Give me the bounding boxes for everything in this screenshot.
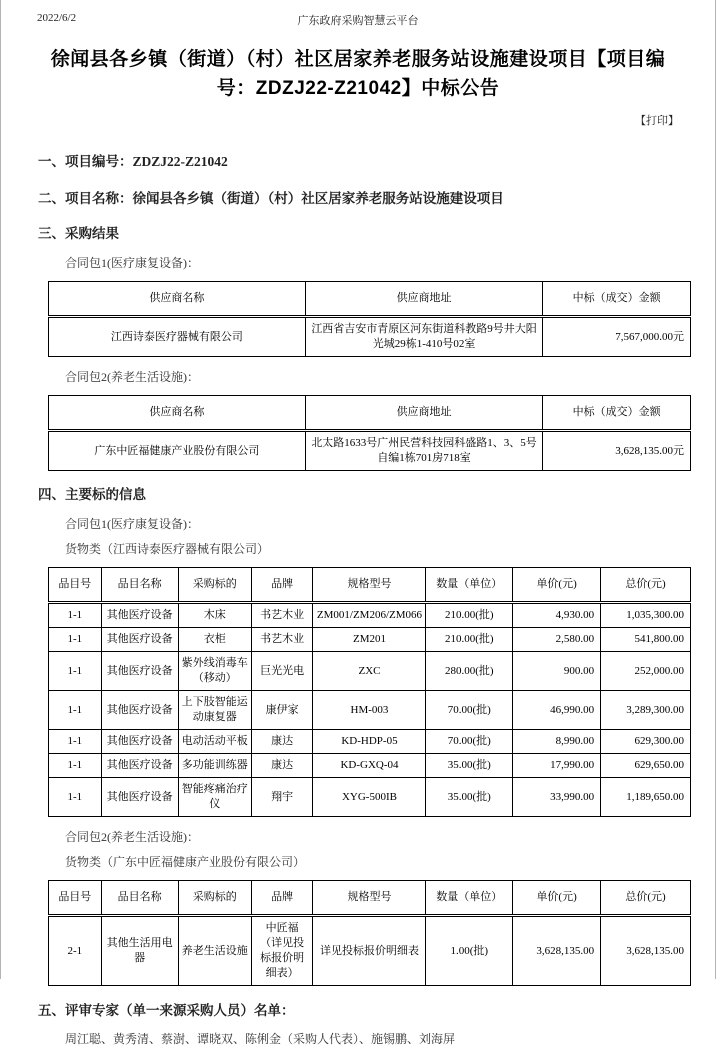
table-cell: 其他医疗设备: [101, 754, 178, 778]
table-cell: 210.00(批): [426, 628, 513, 652]
category-label: 货物类（广东中匠福健康产业股份有限公司）: [65, 855, 306, 869]
header-row: [49, 282, 691, 317]
table-cell: 3,628,135.00元: [543, 431, 691, 471]
table-cell: 上下肢智能运动康复器: [178, 691, 251, 730]
table-cell: 1-1: [49, 603, 102, 628]
table-cell: 1,189,650.00: [601, 778, 691, 817]
column-header: 规格型号: [313, 568, 426, 603]
table-cell: 35.00(批): [426, 754, 513, 778]
table-cell: 1-1: [49, 691, 102, 730]
column-header: 供应商地址: [305, 282, 543, 317]
column-header: 品目号: [49, 568, 102, 603]
table-cell: 7,567,000.00元: [543, 317, 691, 357]
print-date: 2022/6/2: [37, 12, 77, 24]
section-experts-heading: 五、评审专家（单一来源采购人员）名单：: [38, 1003, 295, 1018]
column-header: 采购标的: [178, 881, 251, 916]
table-cell: 541,800.00: [601, 628, 691, 652]
table-cell: 智能疼痛治疗仪: [178, 778, 251, 817]
header-row: [49, 881, 691, 916]
column-header: 供应商名称: [49, 282, 306, 317]
table-cell: 3,628,135.00: [601, 916, 691, 986]
column-header: 供应商名称: [49, 396, 306, 431]
package-label: 合同包1(医疗康复设备)：: [65, 256, 199, 270]
table-cell: 其他医疗设备: [101, 691, 178, 730]
table-cell: 北太路1633号广州民营科技园科盛路1、3、5号自编1栋701房718室: [305, 431, 543, 471]
table-cell: 46,990.00: [513, 691, 601, 730]
table-cell: 252,000.00: [601, 652, 691, 691]
header-row: [49, 396, 691, 431]
column-header: 单价(元): [513, 568, 601, 603]
table-row: [49, 431, 691, 471]
table-cell: 巨光光电: [251, 652, 313, 691]
table-row: [49, 603, 691, 628]
section-main-subject-info: 四、主要标的信息: [38, 487, 146, 502]
table-cell: 书艺木业: [251, 603, 313, 628]
table-cell: 35.00(批): [426, 778, 513, 817]
column-header: 品目号: [49, 881, 102, 916]
table-cell: 康达: [251, 730, 313, 754]
site-name: 广东政府采购智慧云平台: [297, 15, 419, 27]
table-cell: 中匠福（详见投标报价明细表）: [251, 916, 313, 986]
column-header: 规格型号: [313, 881, 426, 916]
table-row: [49, 778, 691, 817]
package-label: 合同包1(医疗康复设备)：: [65, 517, 199, 531]
table-cell: 1-1: [49, 628, 102, 652]
table-cell: ZM201: [313, 628, 426, 652]
table-cell: 其他医疗设备: [101, 628, 178, 652]
section-project-name: 二、项目名称：徐闻县各乡镇（街道）（村）社区居家养老服务站设施建设项目: [38, 191, 504, 206]
table-cell: 629,300.00: [601, 730, 691, 754]
experts-name-list: 周江聪、黄秀清、蔡澍、谭晓双、陈俐金（采购人代表）、施锡鹏、刘海屏: [65, 1032, 456, 1046]
table-cell: ZXC: [313, 652, 426, 691]
print-button-row: [1, 112, 715, 128]
header-row: [49, 568, 691, 603]
table-cell: 1-1: [49, 652, 102, 691]
table-cell: 详见投标报价明细表: [313, 916, 426, 986]
table-row: [49, 916, 691, 986]
table-cell: 其他医疗设备: [101, 730, 178, 754]
table-cell: 多功能训练器: [178, 754, 251, 778]
table-cell: 1-1: [49, 730, 102, 754]
table-cell: 2,580.00: [513, 628, 601, 652]
table-row: [49, 754, 691, 778]
supplier-result-table: [48, 281, 691, 357]
table-cell: 3,289,300.00: [601, 691, 691, 730]
table-cell: 3,628,135.00: [513, 916, 601, 986]
page-title: 徐闻县各乡镇（街道）（村）社区居家养老服务站设施建设项目【项目编号：ZDZJ22-Z21042】中标公告: [50, 49, 666, 99]
section-procurement-result: 三、采购结果: [38, 226, 119, 241]
table-cell: 1,035,300.00: [601, 603, 691, 628]
table-cell: 翔宇: [251, 778, 313, 817]
bid-items-table: [48, 880, 691, 986]
table-cell: 衣柜: [178, 628, 251, 652]
table-cell: 康达: [251, 754, 313, 778]
table-cell: 紫外线消毒车（移动）: [178, 652, 251, 691]
table-cell: 其他医疗设备: [101, 603, 178, 628]
column-header: 数量（单位）: [426, 568, 513, 603]
table-row: [49, 628, 691, 652]
table-cell: 210.00(批): [426, 603, 513, 628]
column-header: 采购标的: [178, 568, 251, 603]
table-cell: 629,650.00: [601, 754, 691, 778]
category-label: 货物类（江西诗泰医疗器械有限公司）: [65, 542, 270, 556]
column-header: 数量（单位）: [426, 881, 513, 916]
table-cell: 33,990.00: [513, 778, 601, 817]
supplier-result-table: [48, 395, 691, 471]
table-cell: 其他医疗设备: [101, 652, 178, 691]
column-header: 单价(元): [513, 881, 601, 916]
table-cell: HM-003: [313, 691, 426, 730]
table-cell: 电动活动平板: [178, 730, 251, 754]
table-cell: 康伊家: [251, 691, 313, 730]
table-cell: 1-1: [49, 778, 102, 817]
table-cell: 江西诗泰医疗器械有限公司: [49, 317, 306, 357]
column-header: 品目名称: [101, 881, 178, 916]
print-button[interactable]: 【打印】: [635, 115, 679, 127]
column-header: 中标（成交）金额: [543, 396, 691, 431]
section-project-number: 一、项目编号：ZDZJ22-Z21042: [38, 154, 228, 169]
table-cell: 书艺木业: [251, 628, 313, 652]
table-cell: 4,930.00: [513, 603, 601, 628]
table-cell: 广东中匠福健康产业股份有限公司: [49, 431, 306, 471]
table-row: [49, 730, 691, 754]
table-cell: 其他医疗设备: [101, 778, 178, 817]
bid-items-table: [48, 567, 691, 817]
column-header: 总价(元): [601, 568, 691, 603]
table-row: [49, 652, 691, 691]
column-header: 品牌: [251, 568, 313, 603]
column-header: 中标（成交）金额: [543, 282, 691, 317]
procurement-result-blocks: [38, 256, 689, 471]
table-cell: XYG-500IB: [313, 778, 426, 817]
column-header: 品目名称: [101, 568, 178, 603]
table-cell: 900.00: [513, 652, 601, 691]
column-header: 总价(元): [601, 881, 691, 916]
table-cell: 280.00(批): [426, 652, 513, 691]
table-cell: 17,990.00: [513, 754, 601, 778]
table-cell: 70.00(批): [426, 691, 513, 730]
table-cell: 70.00(批): [426, 730, 513, 754]
table-cell: 1.00(批): [426, 916, 513, 986]
column-header: 供应商地址: [305, 396, 543, 431]
column-header: 品牌: [251, 881, 313, 916]
table-cell: 1-1: [49, 754, 102, 778]
table-cell: 江西省吉安市青原区河东街道科教路9号井大阳光城29栋1-410号02室: [305, 317, 543, 357]
document-content: [1, 153, 715, 1047]
main-subject-blocks: [38, 517, 689, 986]
table-cell: KD-GXQ-04: [313, 754, 426, 778]
table-cell: KD-HDP-05: [313, 730, 426, 754]
package-label: 合同包2(养老生活设施)：: [65, 830, 199, 844]
browser-print-header: [1, 0, 715, 28]
table-cell: ZM001/ZM206/ZM066: [313, 603, 426, 628]
package-label: 合同包2(养老生活设施)：: [65, 370, 199, 384]
table-row: [49, 691, 691, 730]
table-cell: 木床: [178, 603, 251, 628]
table-cell: 2-1: [49, 916, 102, 986]
table-cell: 其他生活用电器: [101, 916, 178, 986]
table-cell: 养老生活设施: [178, 916, 251, 986]
table-row: [49, 317, 691, 357]
table-cell: 8,990.00: [513, 730, 601, 754]
